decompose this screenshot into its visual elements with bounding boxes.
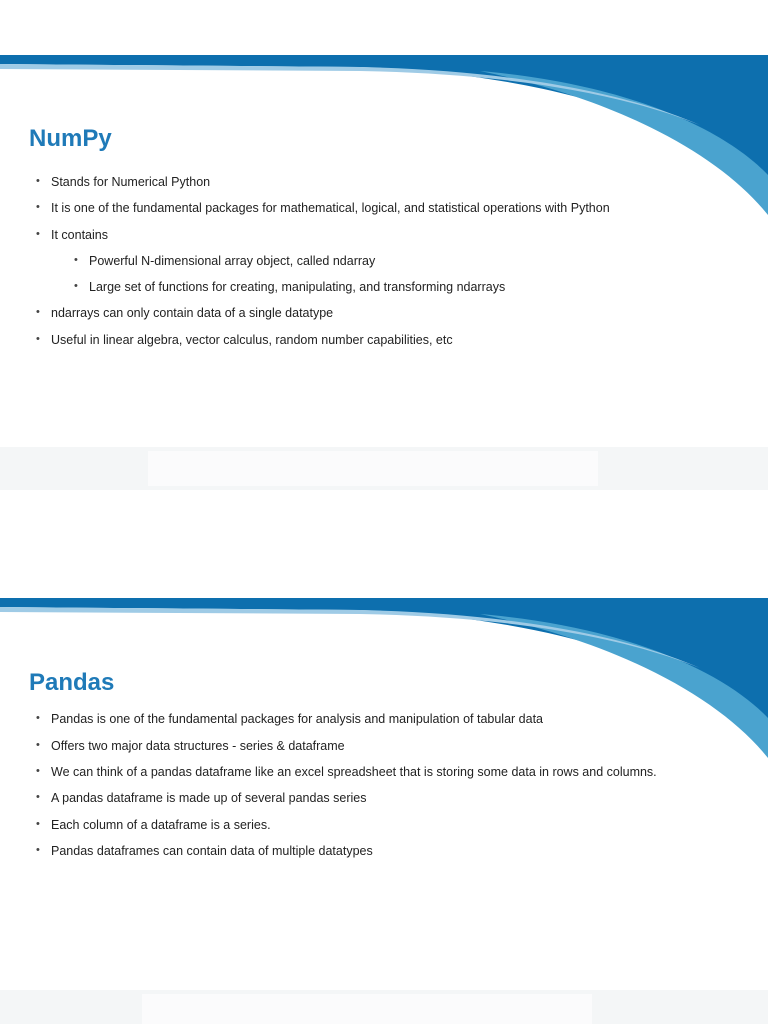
bullet-dot-icon: • [36,201,40,213]
slide-footer [0,447,768,490]
bullet-item: • Each column of a dataframe is a series. [36,818,271,832]
slide-numpy [0,55,768,490]
bullet-dot-icon: • [36,175,40,187]
bullet-dot-icon: • [74,280,78,292]
bullet-item: • Useful in linear algebra, vector calculus, random number capabilities, etc [36,333,453,347]
slide-pandas [0,598,768,1024]
footer-panel [142,994,592,1024]
bullet-dot-icon: • [36,712,40,724]
bullet-dot-icon: • [36,765,40,777]
bullet-item: • ndarrays can only contain data of a single datatype [36,306,334,320]
slide-title: Pandas [29,669,115,696]
bullet-dot-icon: • [36,228,40,240]
bullet-item: • Offers two major data structures - series & dataframe [36,739,345,753]
bullet-dot-icon: • [36,306,40,318]
bullet-dot-icon: • [74,254,78,266]
bullet-dot-icon: • [36,818,40,830]
bullet-item: • A pandas dataframe is made up of several pandas series [36,791,367,805]
slide-title: NumPy [29,125,112,152]
sub-bullet-item: • Large set of functions for creating, manipulating, and transforming ndarrays [74,280,506,294]
bullet-item: • Pandas dataframes can contain data of multiple datatypes [36,844,373,858]
bullet-dot-icon: • [36,844,40,856]
bullet-dot-icon: • [36,333,40,345]
sub-bullet-item: • Powerful N-dimensional array object, called ndarray [74,254,376,268]
bullet-dot-icon: • [36,739,40,751]
bullet-item: • It is one of the fundamental packages for mathematical, logical, and statistical operations with Python [36,201,610,215]
footer-panel [148,451,598,486]
bullet-dot-icon: • [36,791,40,803]
bullet-item: • Stands for Numerical Python [36,175,211,189]
slide-footer [0,990,768,1024]
bullet-item: • It contains [36,228,108,242]
bullet-item: • Pandas is one of the fundamental packages for analysis and manipulation of tabular data [36,712,543,726]
header-swoosh-graphic [0,55,768,255]
bullet-item: • We can think of a pandas dataframe like an excel spreadsheet that is storing some data in rows and columns. [36,765,657,779]
